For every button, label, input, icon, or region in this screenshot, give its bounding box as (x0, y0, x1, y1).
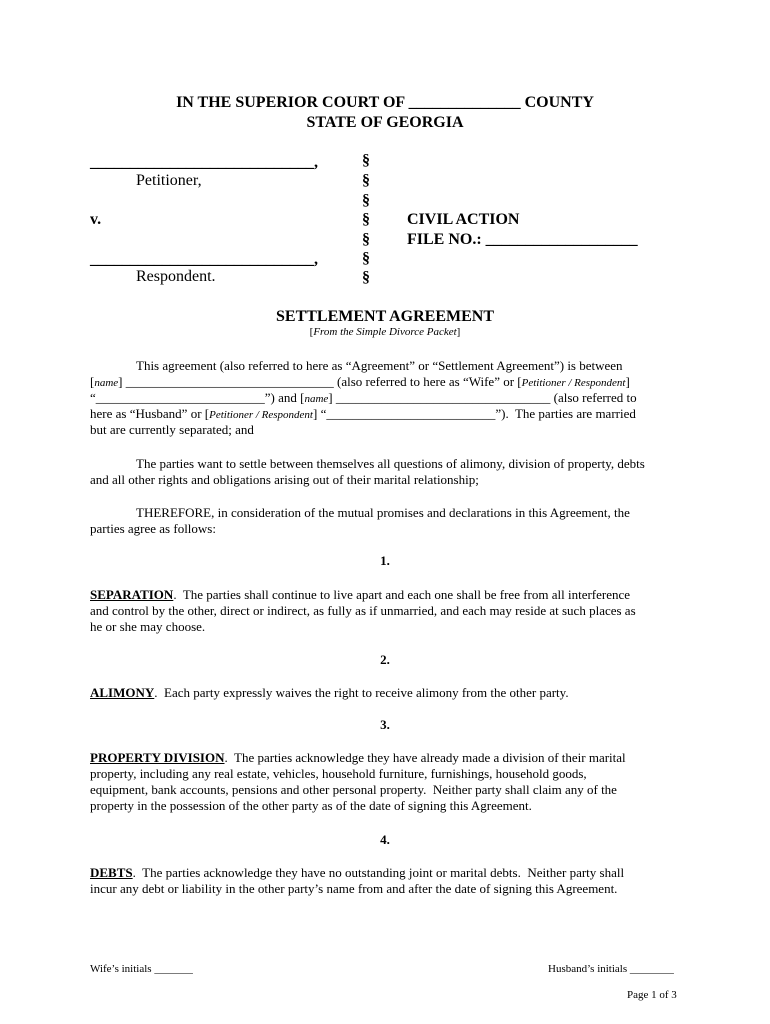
respondent-blank: ____________________________, (90, 251, 318, 268)
intro-line: but are currently separated; and (90, 422, 254, 437)
agreement-title: SETTLEMENT AGREEMENT (276, 308, 494, 325)
section-text: PROPERTY DIVISION. The parties acknowledge they have already made a division of their marital (90, 750, 626, 765)
section-text: DEBTS. The parties acknowledge they have no outstanding joint or marital debts. Neither party shall (90, 865, 625, 880)
section-number: 4. (380, 832, 390, 847)
section-mark: § (362, 250, 370, 267)
section-heading: ALIMONY (90, 685, 155, 700)
petitioner-label: Petitioner, (136, 172, 202, 189)
section-mark: § (362, 211, 370, 228)
file-number-field: FILE NO.: ___________________ (407, 231, 638, 248)
section-mark: § (362, 231, 370, 248)
section-mark: § (362, 192, 370, 209)
intro-line: [name] ________________________________ (also referred to here as “Wife” or [Petitioner / Respondent] (90, 374, 630, 389)
section-text: he or she may choose. (90, 619, 206, 634)
section-text: property in the possession of the other party as of the date of signing this Agreement. (90, 798, 532, 813)
respondent-label: Respondent. (136, 268, 216, 285)
court-header: IN THE SUPERIOR COURT OF ______________ COUNTY (176, 94, 594, 111)
versus: v. (90, 211, 102, 228)
intro-line: “__________________________”) and [name] _________________________________ (also referred to (90, 390, 637, 405)
section-text: incur any debt or liability in the other party’s name from and after the date of signing this Agreement. (90, 881, 618, 896)
section-heading: PROPERTY DIVISION (90, 750, 225, 765)
state-header: STATE OF GEORGIA (306, 114, 464, 131)
petitioner-blank: ____________________________, (90, 154, 318, 171)
therefore-line: THEREFORE, in consideration of the mutual promises and declarations in this Agreement, the (136, 505, 630, 520)
section-number: 3. (380, 717, 390, 732)
section-mark: § (362, 269, 370, 286)
section-text: and control by the other, direct or indirect, as fully as if unmarried, and each may reside at such places as (90, 603, 636, 618)
husband-initials: Husband’s initials ________ (548, 963, 674, 975)
section-number: 1. (380, 553, 390, 568)
section-number: 2. (380, 652, 390, 667)
settle-line: The parties want to settle between themselves all questions of alimony, division of property, debts (136, 456, 645, 471)
section-heading: DEBTS (90, 865, 133, 880)
intro-line: here as “Husband” or [Petitioner / Respondent] “__________________________”). The parties are married (90, 406, 636, 421)
section-heading: SEPARATION (90, 587, 174, 602)
agreement-subtitle: [From the Simple Divorce Packet] (309, 326, 461, 338)
section-mark: § (362, 172, 370, 189)
settle-line: and all other rights and obligations arising out of their marital relationship; (90, 472, 479, 487)
therefore-line: parties agree as follows: (90, 521, 216, 536)
page-number: Page 1 of 3 (627, 989, 677, 1001)
section-text: property, including any real estate, vehicles, household furniture, furnishings, household goods, (90, 766, 587, 781)
intro-line: This agreement (also referred to here as “Agreement” or “Settlement Agreement”) is between (136, 358, 623, 373)
section-text: ALIMONY. Each party expressly waives the right to receive alimony from the other party. (90, 685, 569, 700)
section-text: equipment, bank accounts, pensions and other personal property. Neither party shall claim any of the (90, 782, 617, 797)
wife-initials: Wife’s initials _______ (90, 963, 193, 975)
section-mark: § (362, 152, 370, 169)
section-text: SEPARATION. The parties shall continue to live apart and each one shall be free from all interference (90, 587, 631, 602)
civil-action-label: CIVIL ACTION (407, 211, 520, 228)
